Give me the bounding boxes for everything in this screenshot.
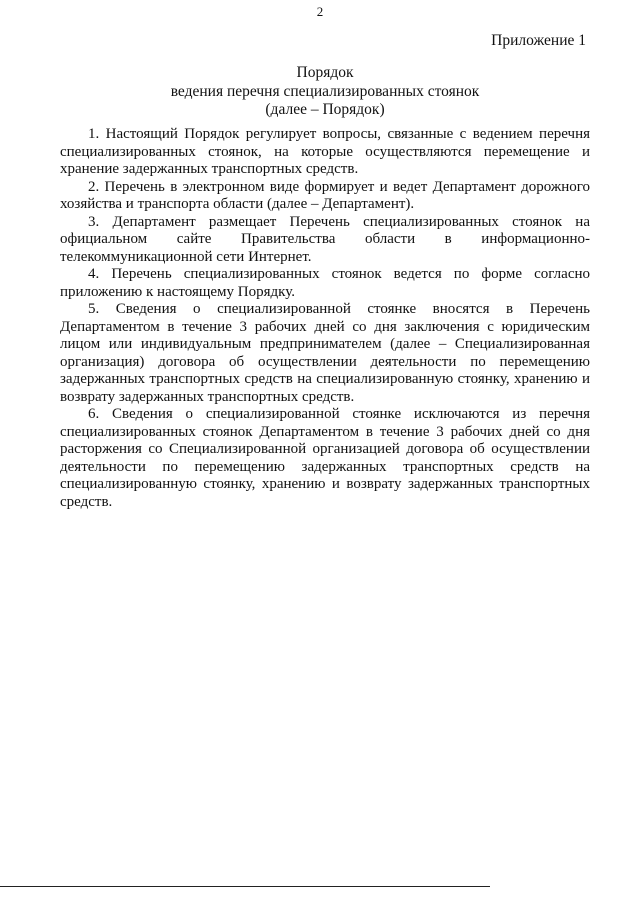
paragraph-5: 5. Сведения о специализированной стоянке вносятся в Перечень Департаментом в течение 3 рабочих дней со дня заключения с юридическим лицом или индивидуальным предпринимателем (далее – Специализированная организация) договора об осуществлении деятельности по перемещению задержанных транспортных средств на специализированную стоянку, хранению и возврату задержанных транспортных средств. [60,301,590,405]
paragraph-4: 4. Перечень специализированных стоянок ведется по форме согласно приложению к настоящему Порядку. [60,266,590,300]
paragraph-3: 3. Департамент размещает Перечень специализированных стоянок на официальном сайте Правительства области в информационно-телекоммуникационной сети Интернет. [60,213,590,265]
appendix-label: Приложение 1 [491,32,586,49]
title-line-3: (далее – Порядок) [265,101,385,118]
document-title [60,64,590,120]
title-line-2: ведения перечня специализированных стоянок [170,82,480,100]
document-body [60,126,590,511]
page-number: 2 [316,4,324,19]
title-line-1: Порядок [296,64,354,81]
paragraph-2: 2. Перечень в электронном виде формирует и ведет Департамент дорожного хозяйства и транспорта области (далее – Департамент). [60,178,590,212]
paragraph-6: 6. Сведения о специализированной стоянке исключаются из перечня специализированных стоянок Департаментом в течение 3 рабочих дней со дня расторжения со Специализированной организацией договора об осуществлении деятельности по перемещению задержанных транспортных средств на специализированную стоянку, хранению и возврату задержанных транспортных средств. [60,406,590,510]
paragraph-1: 1. Настоящий Порядок регулирует вопросы, связанные с ведением перечня специализированных стоянок, на которые осуществляются перемещение и хранение задержанных транспортных средств. [60,126,590,177]
footer-divider [0,886,490,887]
